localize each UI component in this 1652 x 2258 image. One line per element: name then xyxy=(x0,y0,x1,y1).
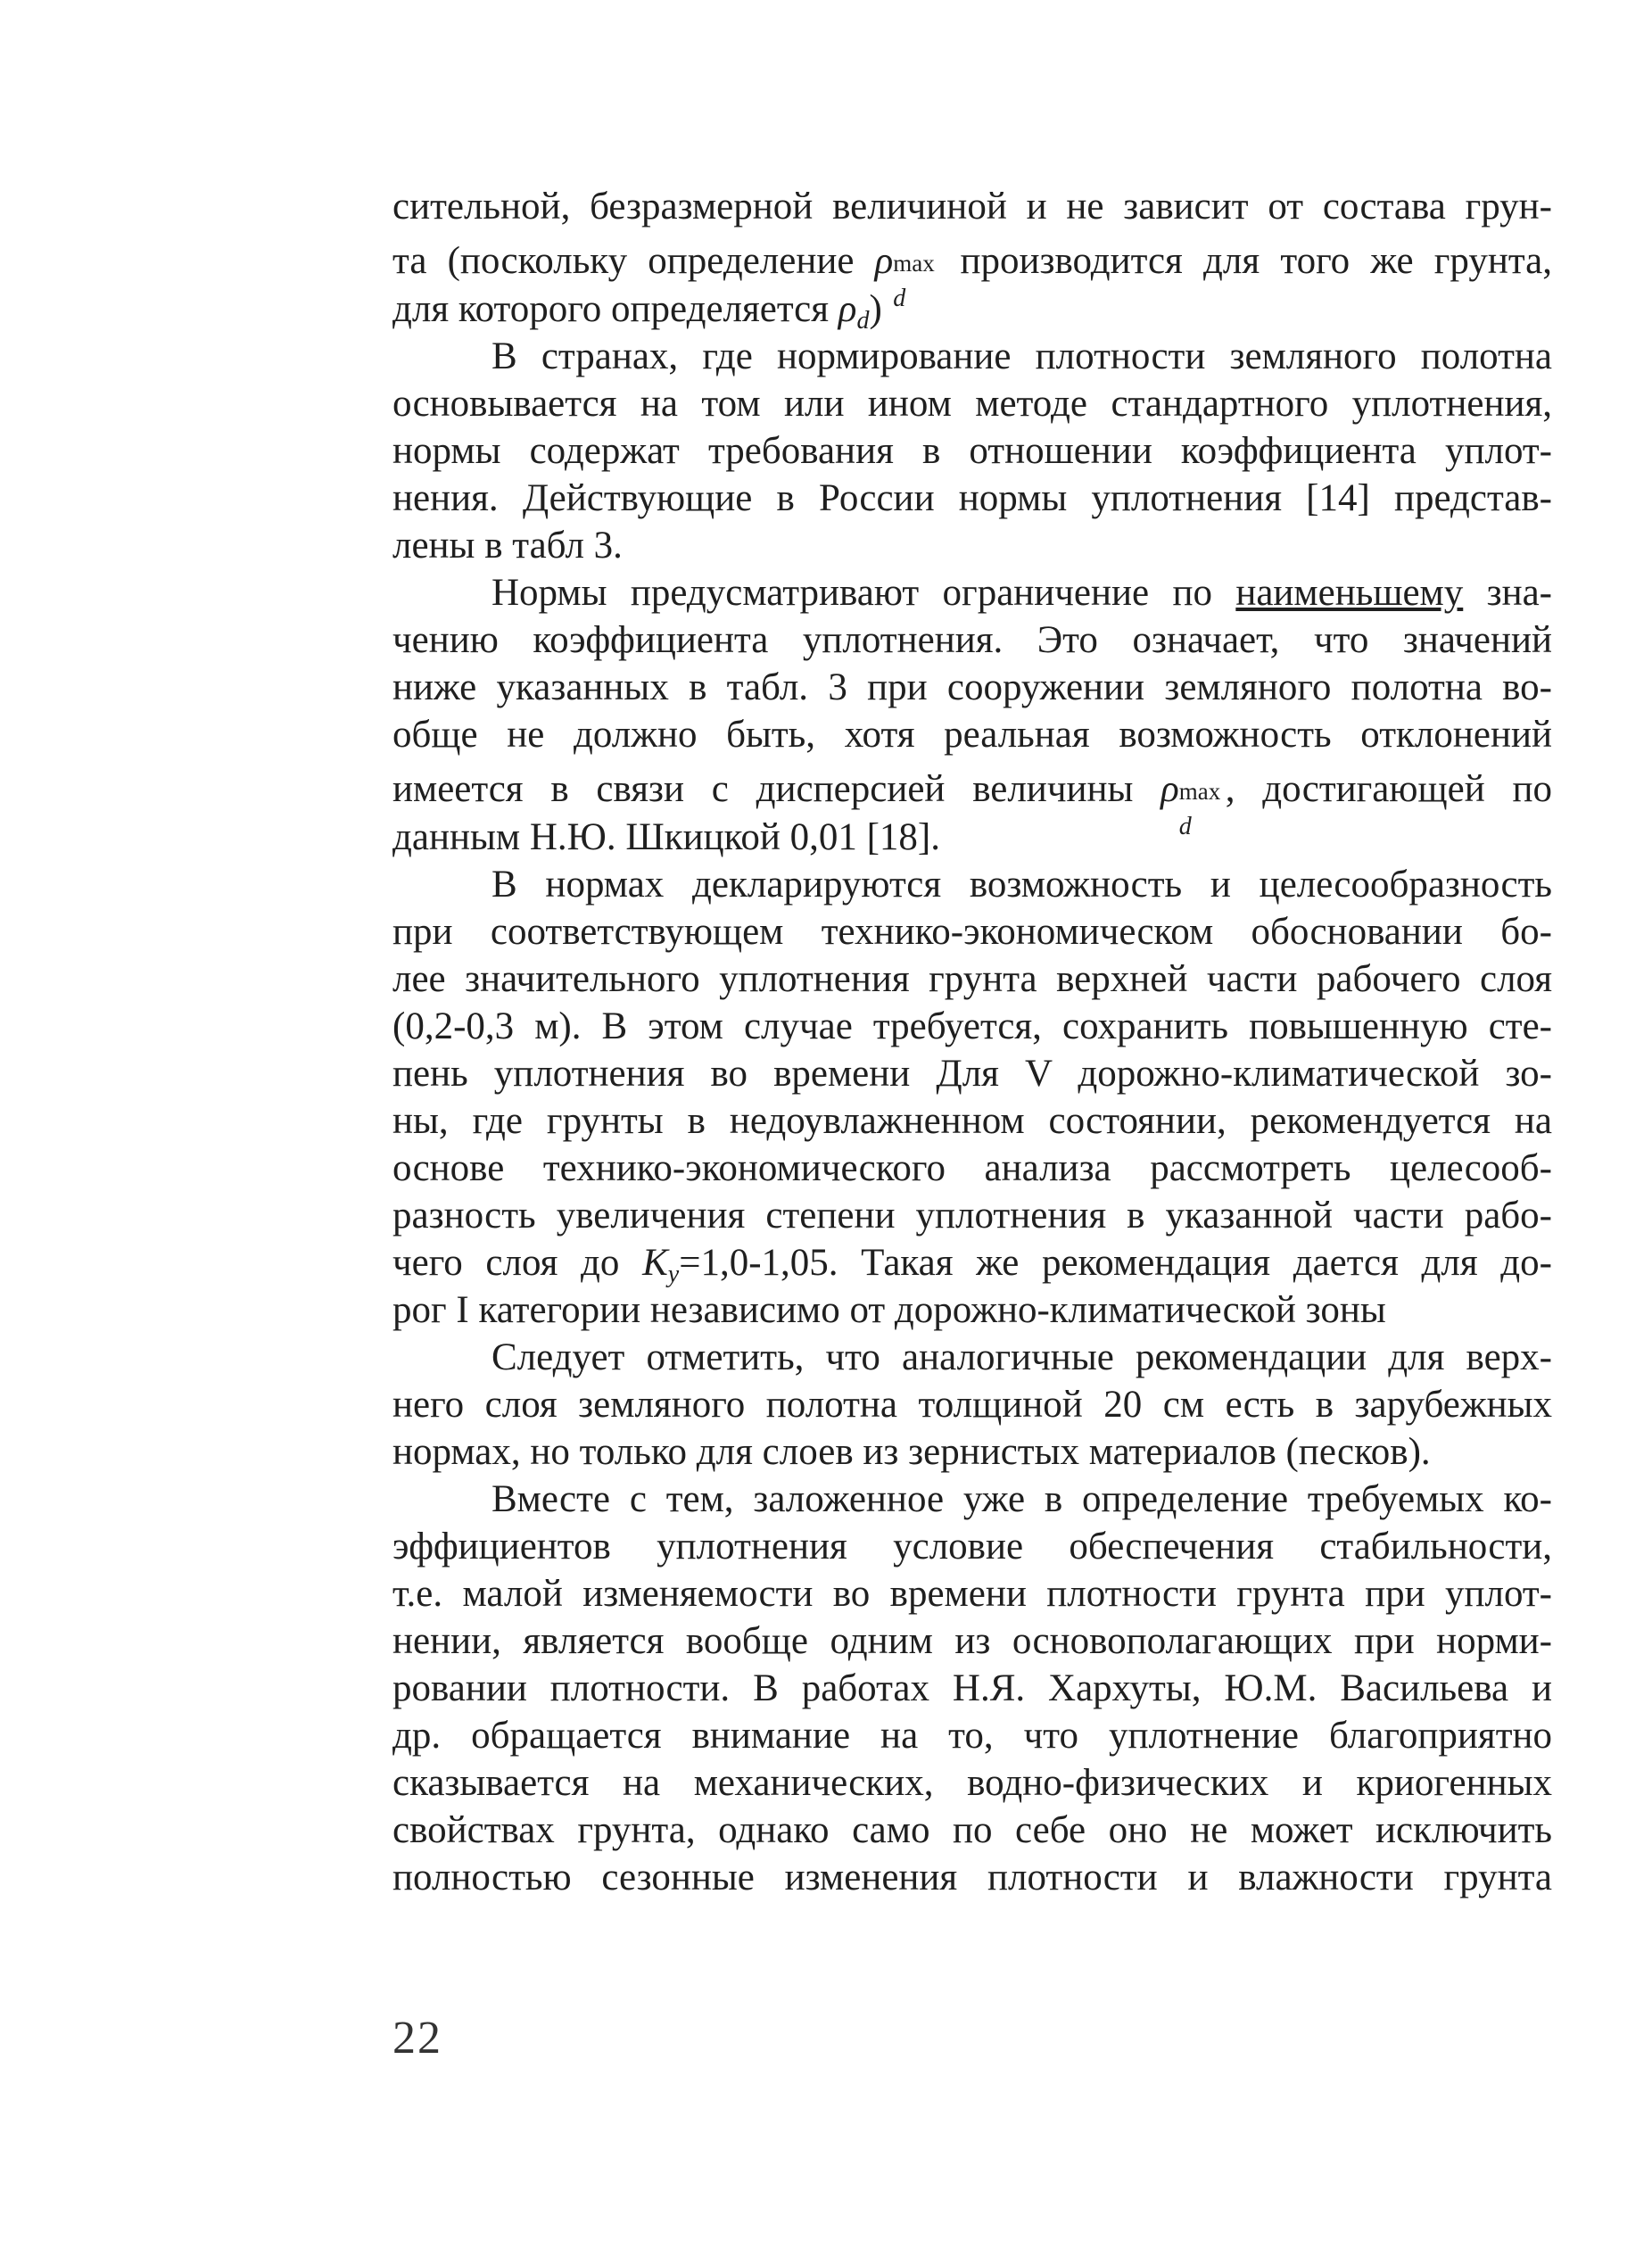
text-line xyxy=(392,475,1552,522)
text-line xyxy=(392,1097,1552,1145)
superscript-max: max xyxy=(893,250,935,277)
text-span: эффициентов уплотнения условие обеспечения стабильности, xyxy=(392,1526,1552,1567)
text-span: Нормы предусматривают ограничение по xyxy=(491,572,1236,614)
text-line xyxy=(392,1428,1552,1476)
underlined-word: наименьшему xyxy=(1235,572,1464,614)
text-line xyxy=(392,1003,1552,1050)
text-line xyxy=(392,908,1552,955)
text-line xyxy=(392,1050,1552,1097)
text-line xyxy=(392,711,1552,758)
text-line xyxy=(392,861,1552,908)
page-body xyxy=(392,183,1552,1901)
text-span: сительной, безразмерной величиной и не зависит от состава грун- xyxy=(392,186,1552,227)
text-line xyxy=(392,1854,1552,1901)
subscript-d: d xyxy=(1178,813,1192,840)
text-span: т.е. малой изменяемости во времени плотности грунта при уплот- xyxy=(392,1573,1552,1615)
text-line xyxy=(392,285,1552,333)
text-span: для которого определяется xyxy=(392,288,838,330)
text-span: имеется в связи с дисперсией величины xyxy=(392,768,1161,810)
text-span: нормы содержат требования в отношении коэффициента уплот- xyxy=(392,430,1552,472)
text-line xyxy=(392,1570,1552,1617)
text-span: при соответствующем технико-экономическом обосновании бо- xyxy=(392,911,1552,953)
text-line xyxy=(392,1617,1552,1665)
rho-symbol: ρ xyxy=(838,288,857,330)
text-span: В странах, где нормирование плотности земляного полотна xyxy=(491,335,1552,377)
text-span: ровании плотности. В работах Н.Я. Хархуты, Ю.М. Васильева и xyxy=(392,1667,1552,1709)
text-span: обще не должно быть, хотя реальная возможность отклонений xyxy=(392,714,1552,756)
text-span: свойствах грунта, однако само по себе оно не может исключить xyxy=(392,1809,1552,1851)
text-span: , достигающей по xyxy=(1225,768,1552,810)
text-span: лены в табл 3. xyxy=(392,525,623,567)
text-span: зна- xyxy=(1463,572,1553,614)
text-line xyxy=(392,569,1552,616)
text-line xyxy=(392,1381,1552,1428)
text-span: нении, является вообще одним из основополагающих при норми- xyxy=(392,1620,1552,1662)
text-span: рог I категории независимо от дорожно-климатической зоны xyxy=(392,1289,1386,1331)
text-line xyxy=(392,1523,1552,1570)
superscript-max: max xyxy=(1178,778,1221,805)
text-span: чего слоя до xyxy=(392,1242,643,1284)
text-line xyxy=(392,380,1552,427)
text-line xyxy=(392,427,1552,475)
text-line xyxy=(392,664,1552,711)
subscript-y: y xyxy=(667,1261,680,1288)
text-line xyxy=(392,616,1552,664)
k-symbol: K xyxy=(642,1242,668,1284)
text-span: полностью сезонные изменения плотности и влажности грунта xyxy=(392,1857,1552,1898)
text-span: ) xyxy=(869,288,882,330)
text-span: та (поскольку определение xyxy=(392,240,875,282)
subscript-d: d xyxy=(893,285,906,312)
text-span: =1,0-1,05. Такая же рекомендация дается для до- xyxy=(679,1242,1552,1284)
text-span: сказывается на механических, водно-физических и криогенных xyxy=(392,1762,1552,1804)
text-span: (0,2-0,3 м). В этом случае требуется, сохранить повышенную сте- xyxy=(392,1005,1552,1047)
text-line xyxy=(392,955,1552,1003)
text-span: разность увеличения степени уплотнения в указанной части рабо- xyxy=(392,1195,1552,1237)
text-span: основе технико-экономического анализа рассмотреть целесооб- xyxy=(392,1147,1552,1189)
text-span: Следует отметить, что аналогичные рекомендации для верх- xyxy=(491,1336,1552,1378)
text-span: нения. Действующие в России нормы уплотнения [14] представ- xyxy=(392,477,1552,519)
subscript-d: d xyxy=(856,307,870,335)
text-span: основывается на том или ином методе стандартного уплотнения, xyxy=(392,383,1552,425)
page-number: 22 xyxy=(392,2013,442,2064)
text-span: производится для того же грунта, xyxy=(939,240,1553,282)
text-line xyxy=(392,1239,1552,1286)
text-span: ниже указанных в табл. 3 при сооружении земляного полотна во- xyxy=(392,666,1552,708)
text-line xyxy=(392,183,1552,230)
text-span: пень уплотнения во времени Для V дорожно-климатической зо- xyxy=(392,1053,1552,1095)
rho-symbol: ρ xyxy=(1161,768,1179,810)
text-line xyxy=(392,1145,1552,1192)
text-line xyxy=(392,1476,1552,1523)
text-line xyxy=(392,1334,1552,1381)
text-span: Вместе с тем, заложенное уже в определение требуемых ко- xyxy=(491,1478,1552,1520)
text-line xyxy=(392,1286,1552,1334)
text-span: данным Н.Ю. Шкицкой 0,01 [18]. xyxy=(392,816,940,858)
text-span: нормах, но только для слоев из зернистых материалов (песков). xyxy=(392,1431,1431,1473)
text-span: др. обращается внимание на то, что уплотнение благоприятно xyxy=(392,1715,1552,1757)
rho-symbol: ρ xyxy=(874,240,894,282)
text-span: ны, где грунты в недоувлажненном состоянии, рекомендуется на xyxy=(392,1100,1552,1142)
text-line xyxy=(392,814,1552,861)
text-span: В нормах декларируются возможность и целесообразность xyxy=(491,864,1552,906)
text-line xyxy=(392,1665,1552,1712)
text-span: него слоя земляного полотна толщиной 20 см есть в зарубежных xyxy=(392,1384,1552,1426)
text-line xyxy=(392,1192,1552,1239)
text-line xyxy=(392,522,1552,569)
text-line xyxy=(392,1712,1552,1759)
text-line xyxy=(392,1807,1552,1854)
text-span: чению коэффициента уплотнения. Это означает, что значений xyxy=(392,619,1552,661)
text-line xyxy=(392,1759,1552,1807)
text-line xyxy=(392,333,1552,380)
text-span: лее значительного уплотнения грунта верхней части рабочего слоя xyxy=(392,958,1552,1000)
